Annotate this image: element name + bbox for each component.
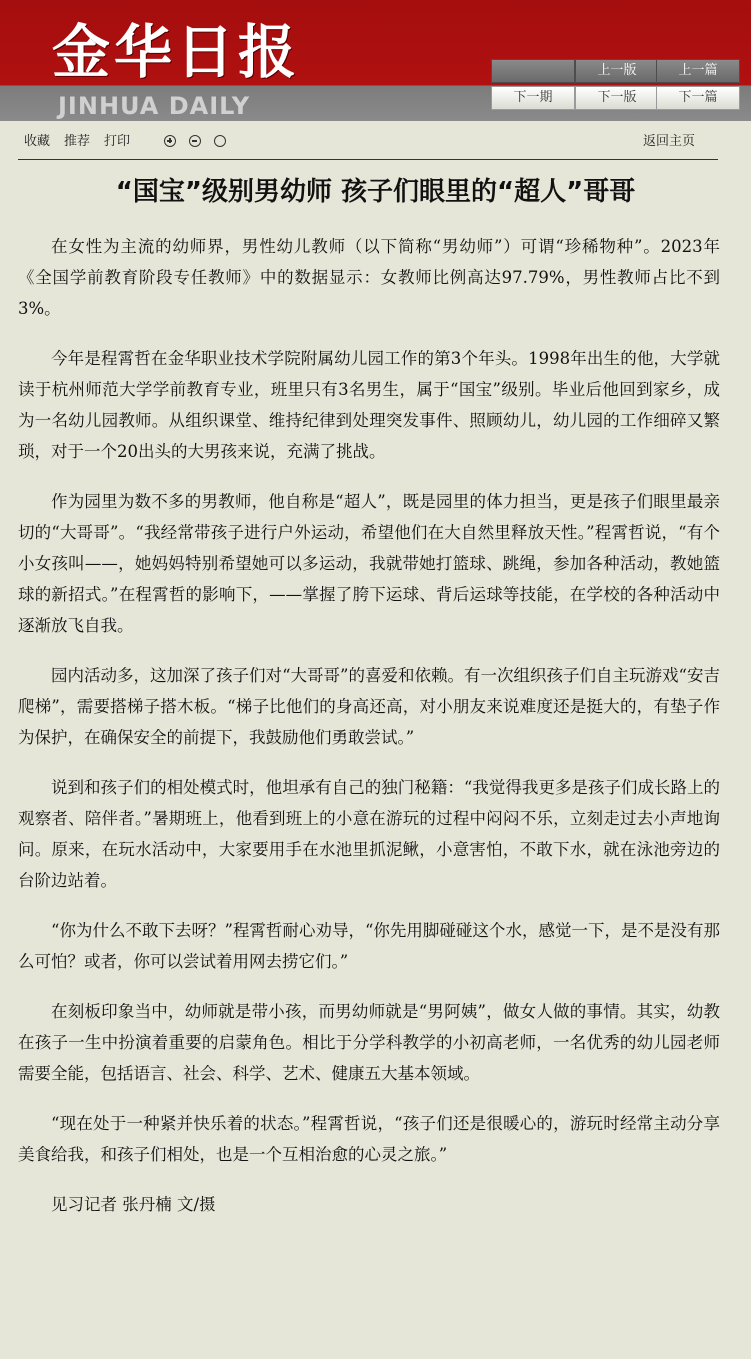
favorite-link[interactable]: 收藏 [24,134,51,149]
back-home-link[interactable]: 返回主页 [643,134,696,149]
paragraph-4: 园内活动多，这加深了孩子们对“大哥哥”的喜爱和依赖。有一次组织孩子们自主玩游戏“安吉爬梯”，需要搭梯子搭木板。“梯子比他们的身高还高，对小朋友来说难度还是挺大的，有垫子作为保护，在确保安全的前提下，我鼓励他们勇敢尝试。” [18,666,720,747]
logo-english: JINHUA DAILY [58,92,251,120]
prev-article-button[interactable]: 上一篇 [656,59,740,83]
logo: 金华日报 [52,18,301,86]
nav-blank-button[interactable] [491,59,575,83]
zoom-in-icon[interactable] [164,135,176,147]
paragraph-2: 今年是程霄哲在金华职业技术学院附属幼儿园工作的第3个年头。1998年出生的他，大学就读于杭州师范大学学前教育专业，班里只有3名男生，属于“国宝”级别。毕业后他回到家乡，成为一名幼儿园教师。从组织课堂、维持纪律到处理突发事件、照顾幼儿，幼儿园的工作细碎又繁琐，对于一个20出头的大男孩来说，充满了挑战。 [18,349,720,461]
zoom-reset-icon[interactable] [214,135,226,147]
masthead [0,0,751,121]
byline: 见习记者 张丹楠 文/摄 [51,1195,216,1214]
article-body [18,231,720,1239]
paragraph-3: 作为园里为数不多的男教师，他自称是“超人”，既是园里的体力担当，更是孩子们眼里最亲切的“大哥哥”。“我经常带孩子进行户外运动，希望他们在大自然里释放天性。”程霄哲说，“有个小女孩叫——，她妈妈特别希望她可以多运动，我就带她打篮球、跳绳，参加各种活动，教她篮球的新招式。”在程霄哲的影响下，——掌握了胯下运球、背后运球等技能，在学校的各种活动中逐渐放飞自我。 [18,492,720,635]
divider [18,159,718,160]
next-issue-button[interactable]: 下一期 [491,86,575,110]
paragraph-7: 在刻板印象当中，幼师就是带小孩，而男幼师就是“男阿姨”，做女人做的事情。其实，幼教在孩子一生中扮演着重要的启蒙角色。相比于分学科教学的小初高老师，一名优秀的幼儿园老师需要全能，包括语言、社会、科学、艺术、健康五大基本领域。 [18,1002,720,1083]
prev-edition-button[interactable]: 上一版 [575,59,659,83]
next-edition-button[interactable]: 下一版 [575,86,659,110]
next-article-button[interactable]: 下一篇 [656,86,740,110]
zoom-out-icon[interactable] [189,135,201,147]
paragraph-8: “现在处于一种紧并快乐着的状态。”程霄哲说，“孩子们还是很暖心的，游玩时经常主动分享美食给我，和孩子们相处，也是一个互相治愈的心灵之旅。” [18,1114,720,1164]
recommend-link[interactable]: 推荐 [64,134,91,149]
paragraph-1: 在女性为主流的幼师界，男性幼儿教师（以下简称“男幼师”）可谓“珍稀物种”。2023年《全国学前教育阶段专任教师》中的数据显示：女教师比例高达97.79%，男性教师占比不到3%。 [18,237,720,318]
toolbar [24,132,704,152]
article-title: “国宝”级别男幼师 孩子们眼里的“超人”哥哥 [115,177,636,207]
paragraph-6: “你为什么不敢下去呀？”程霄哲耐心劝导，“你先用脚碰碰这个水，感觉一下，是不是没有那么可怕？或者，你可以尝试着用网去捞它们。” [18,921,720,971]
print-link[interactable]: 打印 [104,134,131,149]
paragraph-5: 说到和孩子们的相处模式时，他坦承有自己的独门秘籍：“我觉得我更多是孩子们成长路上的观察者、陪伴者。”暑期班上，他看到班上的小意在游玩的过程中闷闷不乐，立刻走过去小声地询问。原来，在玩水活动中，大家要用手在水池里抓泥鳅，小意害怕，不敢下水，就在泳池旁边的台阶边站着。 [18,778,720,890]
